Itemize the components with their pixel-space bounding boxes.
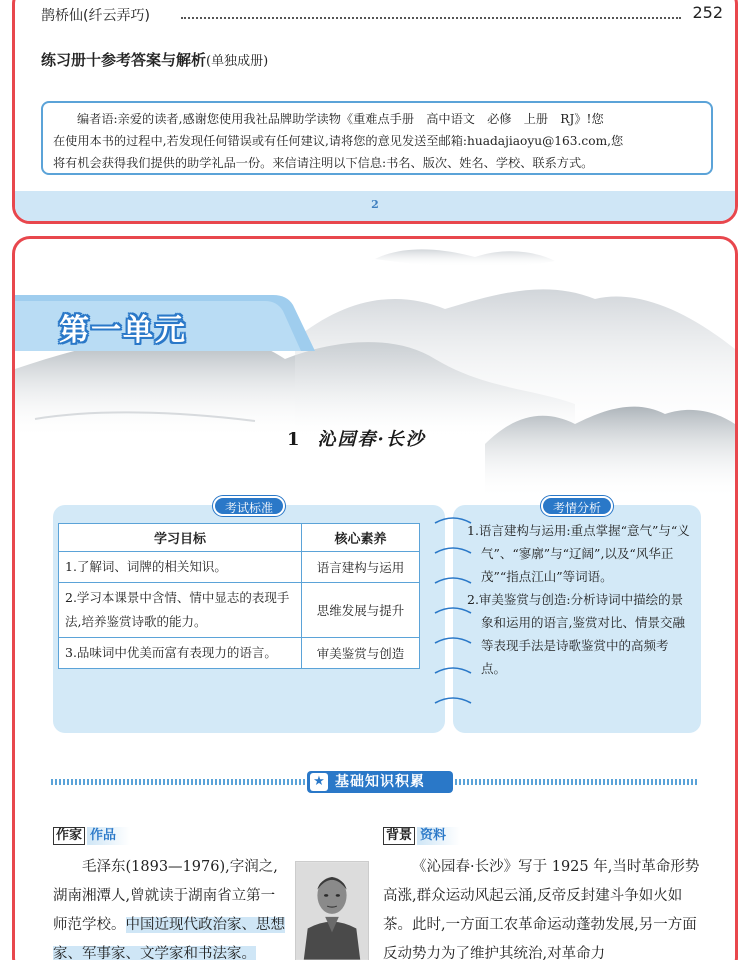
exam-analysis-label: 考情分析 bbox=[541, 496, 613, 516]
editor-note-line2: 在使用本书的过程中,若发现任何错误或有任何建议,请将您的意见发送至邮箱:huadajiaoyu@163.com,您 bbox=[53, 134, 624, 148]
literacy-cell: 思维发展与提升 bbox=[302, 583, 420, 638]
exam-standard-panel bbox=[53, 501, 445, 733]
exam-analysis-text bbox=[467, 519, 693, 680]
author-text bbox=[53, 853, 285, 960]
editor-note-line3: 将有机会获得我们提供的助学礼品一份。来信请注明以下信息:书名、版次、姓名、学校、联系方式。 bbox=[53, 156, 594, 170]
background-text bbox=[383, 853, 701, 960]
analysis-item-2: 2.审美鉴赏与创造:分析诗词中描绘的景象和运用的语言,鉴赏对比、情景交融等表现手法是诗歌鉴赏中的高频考点。 bbox=[467, 592, 685, 676]
goal-cell: 3.品味词中优美而富有表现力的语言。 bbox=[59, 638, 302, 669]
lesson-number: 1 bbox=[287, 429, 300, 450]
top-card bbox=[12, 0, 738, 224]
goal-cell: 1.了解词、词牌的相关知识。 bbox=[59, 552, 302, 583]
table-header-row bbox=[59, 524, 420, 552]
divider-right bbox=[455, 779, 699, 785]
workbook-title: 练习册十参考答案与解析 bbox=[41, 51, 207, 69]
background-tag bbox=[383, 824, 460, 844]
workbook-subtitle: (单独成册) bbox=[206, 54, 269, 69]
analysis-item-1: 1.语言建构与运用:重点掌握“意气”与“义气”、“寥廓”与“辽阔”,以及“风华正茂”“指点江山”等词语。 bbox=[467, 523, 690, 584]
goal-cell: 2.学习本课景中含情、情中显志的表现手法,培养鉴赏诗歌的能力。 bbox=[59, 583, 302, 638]
page-footer bbox=[15, 191, 735, 221]
learning-goals-table bbox=[58, 523, 420, 669]
goal-header: 学习目标 bbox=[59, 524, 302, 552]
editor-note bbox=[41, 101, 713, 175]
page-number: 2 bbox=[371, 198, 379, 211]
literacy-cell: 审美鉴赏与创造 bbox=[302, 638, 420, 669]
author-portrait bbox=[295, 861, 369, 960]
toc-entry[interactable] bbox=[41, 5, 723, 27]
exam-analysis-panel bbox=[453, 501, 701, 733]
section-heading bbox=[307, 771, 453, 793]
toc-entry-page: 252 bbox=[692, 3, 723, 22]
unit-title: 第一单元 bbox=[59, 313, 187, 348]
background-tag-main: 背景 bbox=[383, 827, 415, 845]
lesson-name: 沁园春·长沙 bbox=[317, 429, 426, 450]
author-tag-main: 作家 bbox=[53, 827, 85, 845]
author-tag bbox=[53, 824, 130, 844]
background-tag-sub: 资料 bbox=[417, 827, 460, 845]
background-text-body: 《沁园春·长沙》写于 1925 年,当时革命形势高涨,群众运动风起云涌,反帝反封建斗争如火如茶。此时,一方面工农革命运动蓬勃发展,另一方面反动势力为了维护其统治,对革命力 bbox=[383, 859, 700, 960]
binder-rings bbox=[429, 509, 477, 729]
workbook-line bbox=[41, 49, 268, 70]
table-row bbox=[59, 552, 420, 583]
exam-standard-label: 考试标准 bbox=[213, 496, 285, 516]
star-icon: ★ bbox=[310, 773, 328, 791]
author-tag-sub: 作品 bbox=[87, 827, 130, 845]
toc-entry-title: 鹊桥仙(纤云弄巧) bbox=[41, 8, 150, 24]
literacy-cell: 语言建构与运用 bbox=[302, 552, 420, 583]
main-card bbox=[12, 236, 738, 960]
table-row bbox=[59, 638, 420, 669]
lesson-title bbox=[287, 425, 426, 451]
divider-left bbox=[51, 779, 305, 785]
author-text-highlight: 中国近现代政治家、思想家、军事家、文学家和书法家。 bbox=[53, 917, 285, 960]
toc-leader-dots bbox=[181, 17, 681, 19]
section-title: 基础知识积累 bbox=[335, 774, 425, 790]
ink-landscape-illustration bbox=[15, 239, 735, 509]
editor-note-line1: 编者语:亲爱的读者,感谢您使用我社品牌助学读物《重难点手册 高中语文 必修 上册 RJ》!您 bbox=[77, 112, 604, 126]
literacy-header: 核心素养 bbox=[302, 524, 420, 552]
table-row bbox=[59, 583, 420, 638]
author-text-plain: 毛泽东(1893—1976),字润之,湖南湘潭人,曾就读于湖南省立第一师范学校。 bbox=[53, 859, 278, 933]
